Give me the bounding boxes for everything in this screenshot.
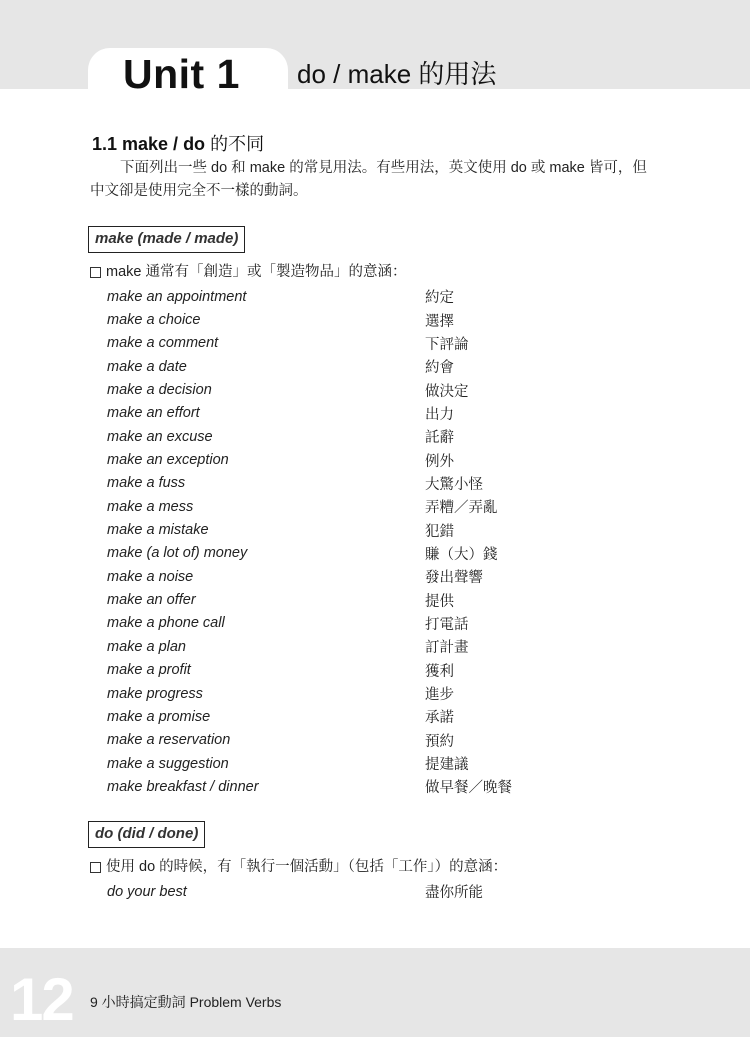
- make-phrase-list: [107, 285, 607, 799]
- phrase-english: make an appointment: [107, 288, 247, 305]
- phrase-english: make a mess: [107, 498, 194, 515]
- phrase-chinese: 約定: [425, 290, 454, 307]
- list-item: [107, 542, 607, 565]
- list-item: [107, 612, 607, 635]
- phrase-english: make an effort: [107, 405, 200, 422]
- phrase-english: make a phone call: [107, 615, 225, 632]
- list-item: [107, 752, 607, 775]
- phrase-english: make a fuss: [107, 475, 186, 492]
- phrase-english: make a promise: [107, 708, 211, 725]
- phrase-chinese: 弄糟／弄亂: [425, 500, 498, 517]
- phrase-english: make a decision: [107, 382, 212, 399]
- list-item: [107, 355, 607, 378]
- list-item: [107, 378, 607, 401]
- list-item: [107, 308, 607, 331]
- phrase-english: make a suggestion: [107, 755, 229, 772]
- do-phrase-list: [107, 880, 607, 903]
- phrase-english: do your best: [107, 883, 187, 900]
- list-item: [107, 518, 607, 541]
- list-item: [107, 880, 607, 903]
- phrase-english: make a date: [107, 358, 187, 375]
- phrase-chinese: 盡你所能: [425, 885, 483, 902]
- unit-label: Unit 1: [123, 51, 240, 97]
- phrase-chinese: 託辭: [425, 430, 454, 447]
- list-item: [107, 495, 607, 518]
- phrase-english: make an excuse: [107, 428, 213, 445]
- phrase-english: make an offer: [107, 592, 196, 609]
- make-bullet-text: make 通常有「創造」或「製造物品」的意涵：: [106, 264, 407, 280]
- section-number: 1.1 make / do: [92, 134, 206, 154]
- phrase-chinese: 選擇: [425, 313, 454, 330]
- phrase-chinese: 發出聲響: [425, 570, 483, 587]
- phrase-english: make a plan: [107, 638, 186, 655]
- footer-book-title: 9 小時搞定動詞 Problem Verbs: [90, 994, 282, 1010]
- list-item: [107, 425, 607, 448]
- list-item: [107, 472, 607, 495]
- phrase-english: make a reservation: [107, 732, 231, 749]
- phrase-english: make progress: [107, 685, 203, 702]
- section-title: 的不同: [205, 134, 265, 154]
- checkbox-square-icon: [90, 267, 101, 278]
- phrase-chinese: 提供: [425, 593, 454, 610]
- make-bullet: [90, 262, 406, 282]
- phrase-chinese: 犯錯: [425, 523, 454, 540]
- list-item: [107, 705, 607, 728]
- make-forms-label: make (made / made): [88, 226, 245, 253]
- list-item: [107, 448, 607, 471]
- list-item: [107, 729, 607, 752]
- list-item: [107, 682, 607, 705]
- phrase-english: make a profit: [107, 662, 191, 679]
- intro-paragraph: 下面列出一些 do 和 make 的常見用法。有些用法，英文使用 do 或 make 皆可，但中文卻是使用完全不一樣的動詞。: [90, 160, 647, 199]
- phrase-chinese: 進步: [425, 687, 454, 704]
- phrase-english: make breakfast / dinner: [107, 778, 259, 795]
- phrase-chinese: 打電話: [425, 616, 469, 633]
- list-item: [107, 285, 607, 308]
- list-item: [107, 659, 607, 682]
- phrase-english: make a choice: [107, 312, 201, 329]
- do-bullet-text: 使用 do 的時候，有「執行一個活動」（包括「工作」）的意涵：: [106, 859, 508, 875]
- phrase-chinese: 大驚小怪: [425, 476, 483, 493]
- phrase-english: make (a lot of) money: [107, 545, 248, 562]
- phrase-english: make a mistake: [107, 522, 209, 539]
- phrase-english: make an exception: [107, 452, 229, 469]
- list-item: [107, 402, 607, 425]
- phrase-chinese: 約會: [425, 360, 454, 377]
- phrase-chinese: 預約: [425, 733, 454, 750]
- phrase-chinese: 下評論: [425, 336, 469, 353]
- phrase-chinese: 提建議: [425, 757, 469, 774]
- list-item: [107, 588, 607, 611]
- list-item: [107, 635, 607, 658]
- phrase-english: make a comment: [107, 335, 219, 352]
- phrase-chinese: 做早餐／晚餐: [425, 780, 512, 797]
- checkbox-square-icon: [90, 862, 101, 873]
- list-item: [107, 775, 607, 798]
- phrase-chinese: 訂計畫: [425, 640, 469, 657]
- page-number: 12: [10, 966, 73, 1033]
- unit-title: do / make 的用法: [297, 59, 497, 89]
- do-forms-label: do (did / done): [88, 821, 205, 848]
- list-item: [107, 565, 607, 588]
- phrase-chinese: 例外: [425, 453, 454, 470]
- list-item: [107, 332, 607, 355]
- phrase-chinese: 出力: [425, 406, 454, 423]
- phrase-chinese: 承諾: [425, 710, 454, 727]
- phrase-chinese: 賺（大）錢: [425, 546, 498, 563]
- phrase-chinese: 做決定: [425, 383, 469, 400]
- phrase-english: make a noise: [107, 568, 194, 585]
- phrase-chinese: 獲利: [425, 663, 454, 680]
- do-bullet: [90, 857, 507, 877]
- section-heading: [92, 132, 264, 156]
